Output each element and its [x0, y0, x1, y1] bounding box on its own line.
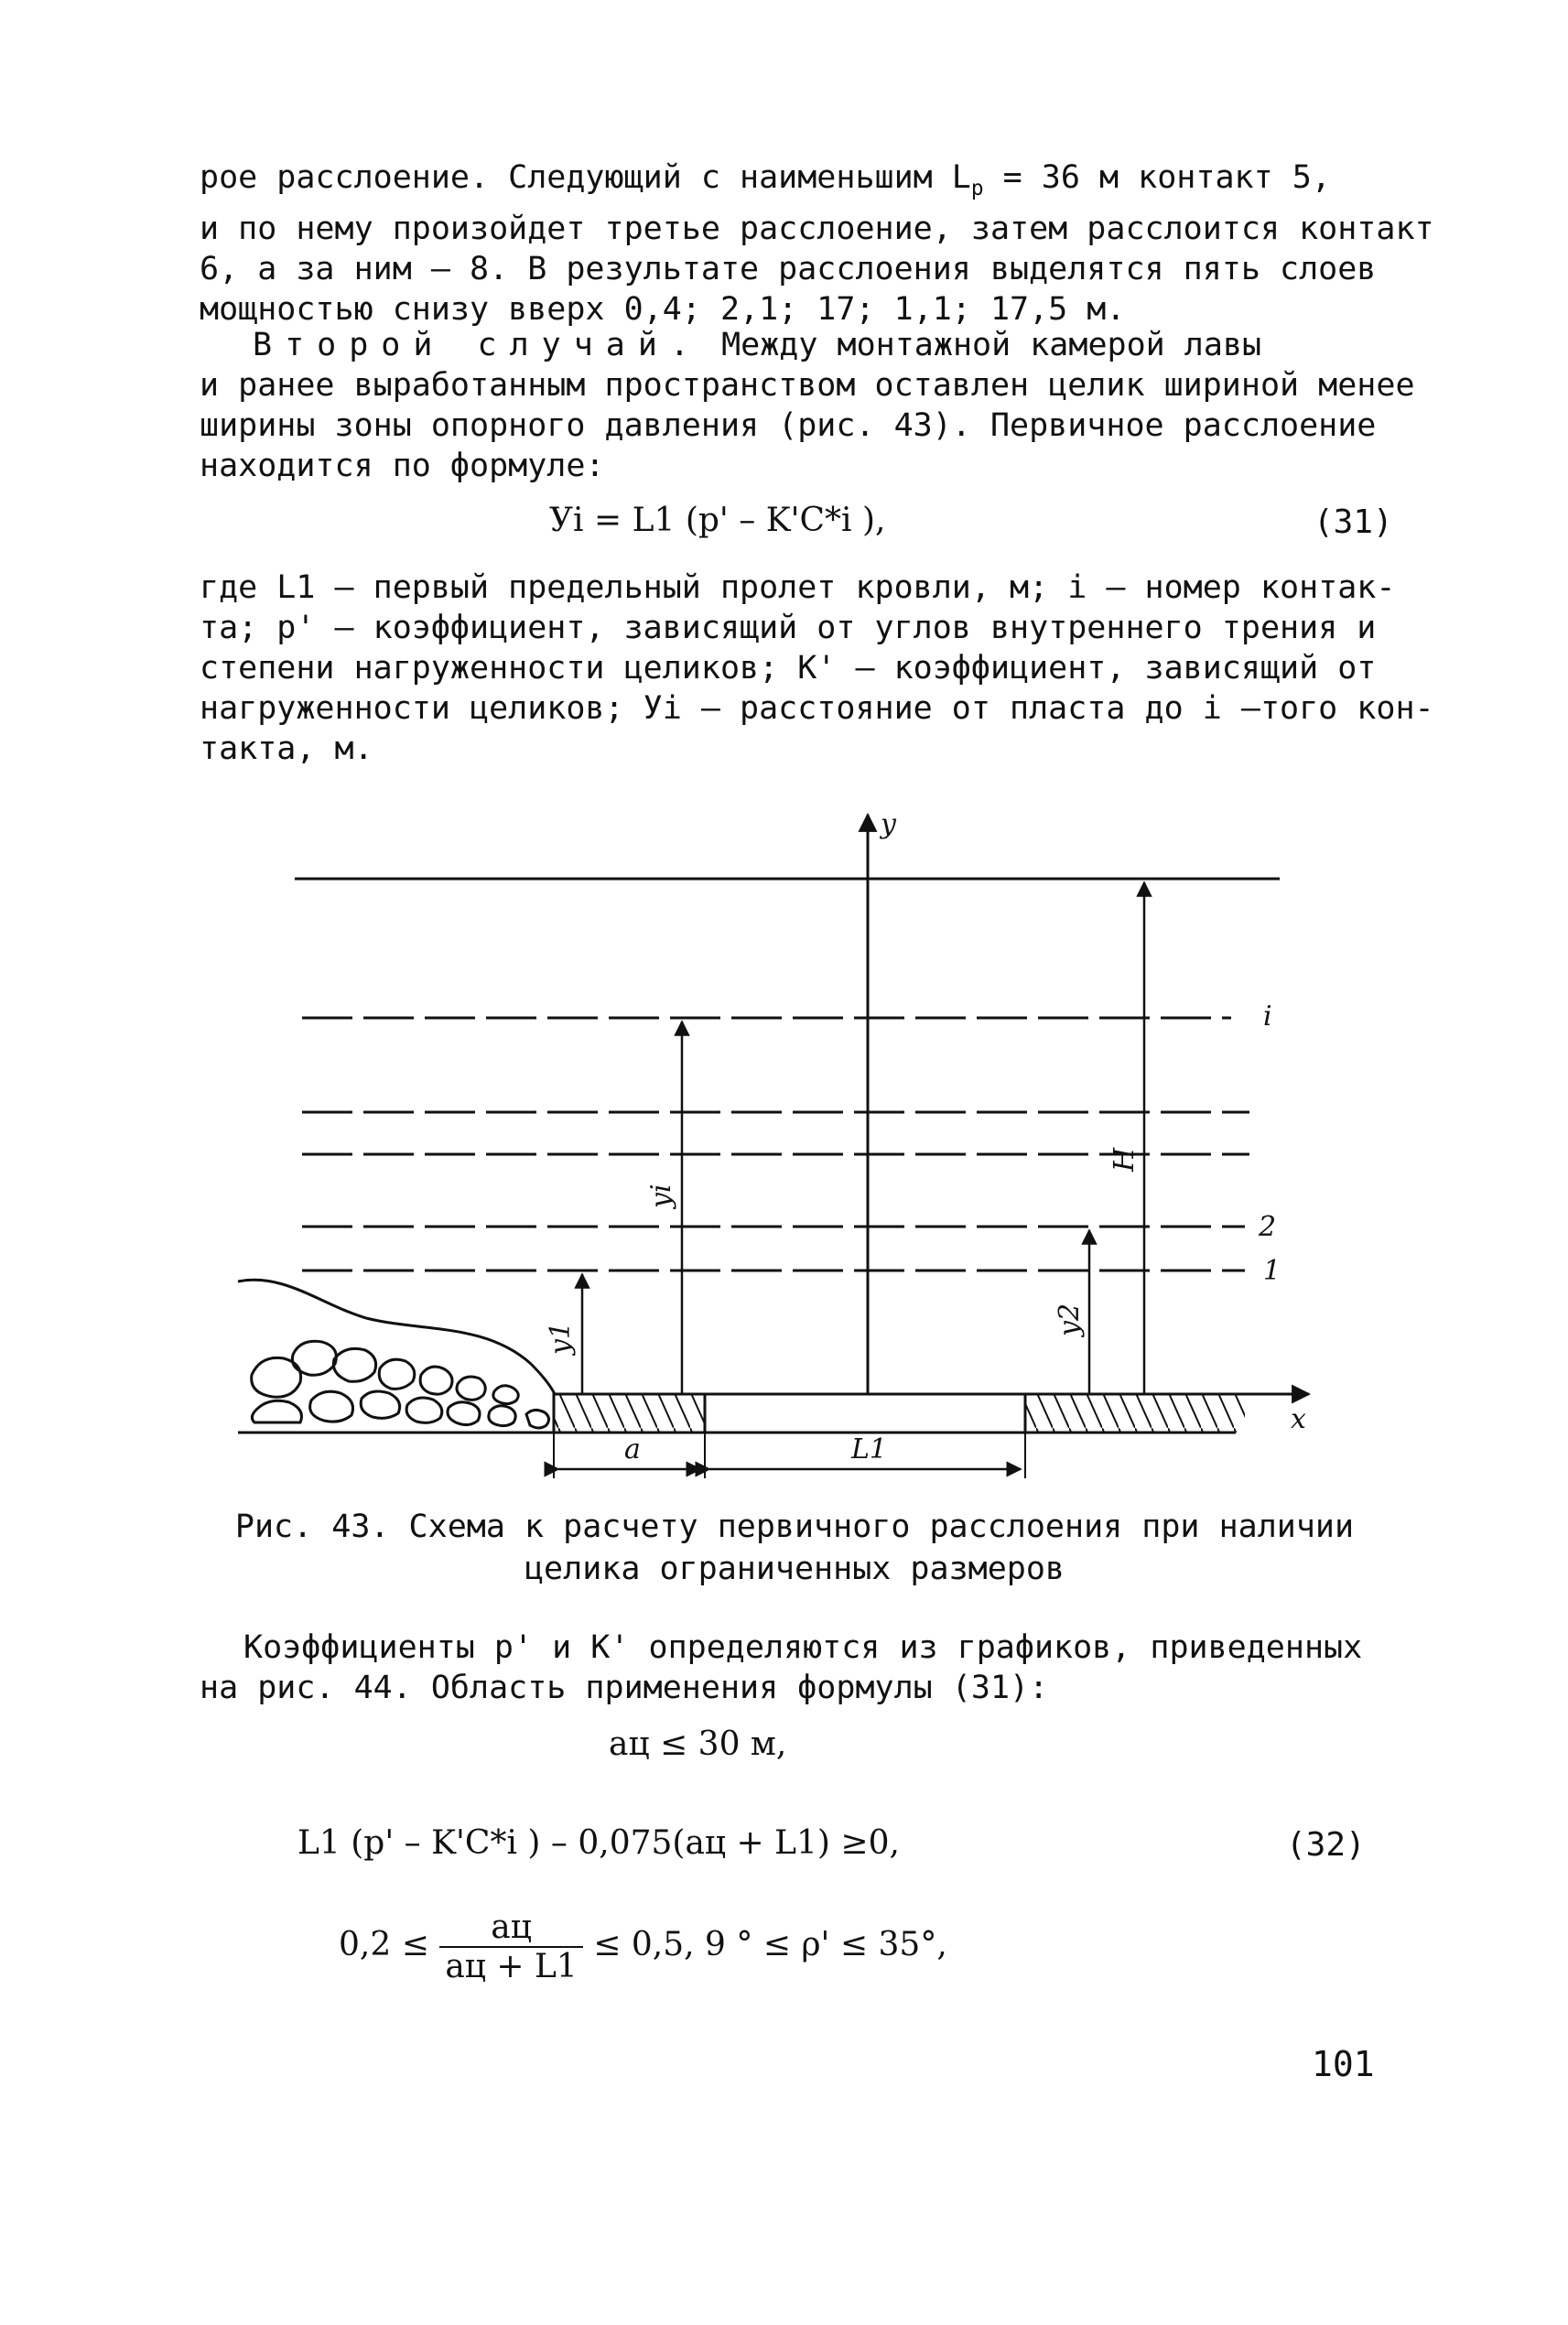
text-line: нагруженности целиков; Уi – расстояние от пласта до i –того кон-	[200, 690, 1434, 727]
text-line: степени нагруженности целиков; K' – коэффициент, зависящий от	[200, 650, 1377, 687]
label-y2: y2	[1054, 1303, 1086, 1336]
caption-line: Рис. 43. Схема к расчету первичного расслоения при наличии	[234, 1509, 1355, 1545]
label-yi: yi	[645, 1184, 677, 1208]
contact-label-1: 1	[1263, 1255, 1281, 1287]
contact-label-i: i	[1263, 1000, 1272, 1033]
paragraph-3	[200, 568, 1434, 769]
cond3-right: ≤ 0,5, 9 ° ≤ ρ' ≤ 35°,	[593, 1926, 947, 1963]
condition-1: aц ≤ 30 м,	[609, 1725, 787, 1763]
caption-line: целика ограниченных размеров	[524, 1551, 1065, 1587]
text-line: и ранее выработанным пространством оставлен целик шириной менее	[200, 367, 1415, 404]
text-line: та; p' – коэффициент, зависящий от углов внутреннего трения и	[200, 610, 1377, 646]
fraction-numerator: aц	[439, 1909, 582, 1948]
condition-3	[339, 1909, 947, 1985]
page-number: 101	[1312, 2044, 1375, 2084]
paragraph-4	[200, 1628, 1390, 1708]
text-line: Коэффициенты р' и K' определяются из графиков, приведенных	[243, 1629, 1363, 1666]
text-line: и по нему произойдет третье расслоение, затем расслоится контакт	[200, 211, 1434, 247]
cond3-left: 0,2 ≤	[339, 1926, 429, 1963]
caved-rock-rubble	[252, 1341, 549, 1428]
x-axis-label: x	[1291, 1403, 1306, 1435]
text-line: рое расслоение. Следующий с наименьшим $L_р = 36$ м контакт 5,	[200, 159, 1331, 200]
mined-space	[705, 1394, 1025, 1433]
equation-number-31: (31)	[1314, 503, 1393, 541]
label-a: a	[624, 1433, 641, 1465]
text-line: где L1 – первый предельный пролет кровли, м; i – номер контак-	[200, 569, 1396, 606]
text-line: 6, а за ним – 8. В результате расслоения выделятся пять слоев	[200, 251, 1377, 287]
label-L1: L1	[851, 1433, 888, 1465]
figure-43-diagram	[229, 806, 1327, 1501]
paragraph-1	[200, 157, 1434, 330]
figure-caption	[200, 1506, 1390, 1590]
pillar-hatched	[554, 1394, 705, 1433]
text-line: ширины зоны опорного давления (рис. 43). Первичное расслоение	[200, 407, 1377, 444]
formula-31: Уi = L1 (p' – K'C*i ),	[549, 502, 886, 539]
text-line: на рис. 44. Область применения формулы (31):	[200, 1670, 1049, 1706]
formula-32: L1 (p' – K'C*i ) – 0,075(aц + L1) ≥0,	[297, 1824, 900, 1862]
y-axis-label: y	[881, 808, 896, 840]
goaf-boundary-curve	[238, 1280, 555, 1394]
fraction	[439, 1909, 582, 1985]
label-H: H	[1108, 1147, 1141, 1172]
text-line: мощностью снизу вверх 0,4; 2,1; 17; 1,1; 17,5 м.	[200, 291, 1126, 328]
paragraph-2	[200, 325, 1415, 486]
text-line: Второй случай. Между монтажной камерой лавы	[253, 327, 1262, 363]
label-y1: y1	[545, 1321, 577, 1355]
rock-hatched-right	[1025, 1394, 1245, 1433]
contact-label-2: 2	[1259, 1211, 1277, 1243]
text-line: такта, м.	[200, 730, 373, 767]
section-heading: Второй случай.	[253, 327, 703, 363]
equation-number-32: (32)	[1286, 1826, 1366, 1864]
text-line: находится по формуле:	[200, 448, 605, 484]
fraction-denominator: aц + L1	[445, 1948, 578, 1985]
